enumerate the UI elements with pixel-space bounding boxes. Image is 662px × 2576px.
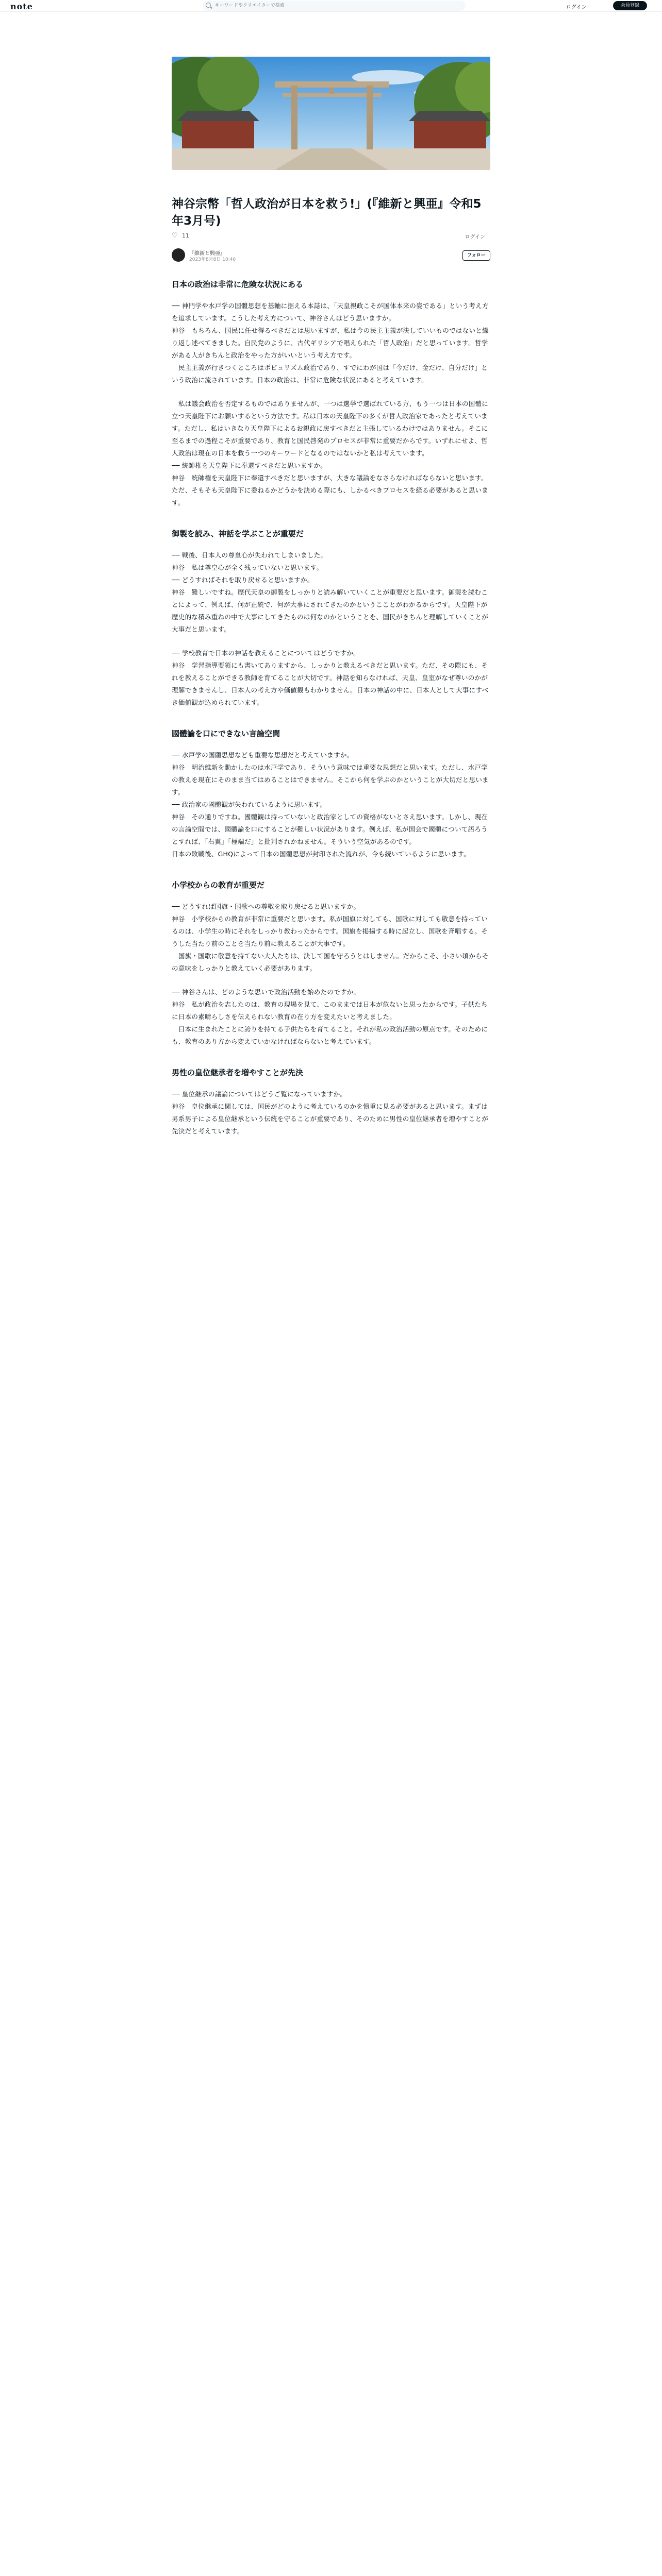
paragraph: ── 神谷さんは、どのような思いで政治活動を始めたのですか。 神谷 私が政治を志したのは、教育の現場を見て、このままでは日本が危ないと思ったからです。子供たちに日本の素晴らしさを伝えられない教育の在り方を変えたいと考えました。 日本に生まれたことに誇りを持てる子供たちを育てること。それが私の政治活動の原点です。そのためにも、教育のあり方から変えていかなければならないと考えています。 bbox=[172, 988, 488, 1045]
paragraph: 私は議会政治を否定するものではありませんが、一つは選挙で選ばれている方、もう一つは日本の国體に立つ天皇陛下にお願いするという方法です。私は日本の天皇陛下の多くが哲人政治家であったと考えています。ただし、私はいきなり天皇陛下によるお親政に戻すべきだと主張しているわけではありません。そこに至るまでの過程こそが重要であり、教育と国民啓発のプロセスが非常に重要だからです。いずれにせよ、哲人政治は現在の日本を救う一つのキーワードとなるのではないかと私は考えています。 ── 統帥権を天皇陛下に奉還すべきだと思いますか。 神谷 統帥権を天皇陛下に奉還すべきだと思いますが、大きな議論をなさらなければならないと思います。ただ、そもそも天皇陛下に委ねるかどうかを決める際にも、しかるべきプロセスを経る必要があると思います。 bbox=[172, 400, 489, 506]
section-heading: 日本の政治は非常に危険な状況にある bbox=[172, 280, 304, 289]
article-body bbox=[172, 278, 490, 1149]
follow-button[interactable]: フォロー bbox=[462, 250, 490, 261]
login-link[interactable]: ログイン bbox=[566, 5, 587, 10]
shrine-photo bbox=[172, 57, 490, 170]
author-name[interactable]: 『維新と興亜』 bbox=[189, 251, 225, 257]
article-section bbox=[172, 727, 490, 860]
author-row bbox=[172, 248, 490, 265]
heart-icon[interactable]: ♡ bbox=[172, 232, 178, 240]
like-count: 11 bbox=[182, 232, 189, 239]
avatar[interactable] bbox=[172, 248, 185, 262]
login-prompt[interactable]: ログイン bbox=[465, 234, 485, 240]
section-heading: 男性の皇位継承者を増やすことが先決 bbox=[172, 1068, 304, 1077]
article-section bbox=[172, 528, 490, 709]
section-heading: 御製を読み、神話を学ぶことが重要だ bbox=[172, 529, 304, 538]
site-header bbox=[0, 0, 662, 12]
paragraph: ── 神門学や水戸学の国體思想を基軸に据える本誌は、「天皇親政こそが国体本来の姿である」という考え方を追求しています。こうした考え方について、神谷さんはどう思いますか。 神谷 もちろん、国民に任せ得るべきだとは思いますが、私は今の民主主義が決していいものではないと繰り返し述べてきました。自民党のように、古代ギリシアで唱えられた「哲人政治」だと思っています。哲学がある人がきちんと政治をやった方がいいという考え方です。 民主主義が行きつくところはポピュリズム政治であり、すでにわが国は「今だけ、金だけ、自分だけ」という政治に流されています。日本の政治は、非常に危険な状況にあると考えています。 bbox=[172, 302, 489, 384]
publish-date: 2023年8月8日 10:40 bbox=[189, 257, 236, 262]
paragraph: ── 水戸学の国體思想なども重要な思想だと考えていますか。 神谷 明治維新を動かしたのは水戸学であり、そういう意味では重要な思想だと思います。ただし、水戸学の教えを現在にそのまま当てはめることはできません。そこから何を学ぶのかということが大切だと思います。 ── 政治家の國體観が失われているように思います。 神谷 その通りですね。國體観は持っていないと政治家としての資格がないとさえ思います。しかし、現在の言論空間では、國體論を口にすることが難しい状況があります。例えば、私が国会で國體について語ろうとすれば、「右翼」「極端だ」と批判されかねません。そういう空気があるのです。 日本の敗戦後、GHQによって日本の国體思想が封印された流れが、今も続いているように思います。 bbox=[172, 751, 489, 858]
article-section bbox=[172, 1066, 490, 1138]
signup-button[interactable]: 会員登録 bbox=[613, 1, 647, 10]
article-title: 神谷宗幣「哲人政治が日本を救う!」(『維新と興亜』令和5年3月号) bbox=[172, 197, 482, 228]
paragraph: ── 皇位継承の議論についてはどうご覧になっていますか。 神谷 皇位継承に関しては、国民がどのように考えているのかを慎重に見る必要があると思います。まずは男系男子による皇位継承という伝統を守ることが重要であり、そのために男性の皇位継承者を増やすことが先決だと考えています。 bbox=[172, 1090, 489, 1135]
paragraph: ── 戦後、日本人の尊皇心が失われてしまいました。 神谷 私は尊皇心が全く残っていないと思います。 ── どうすればそれを取り戻せると思いますか。 神谷 難しいですね。歴代天皇の御製をしっかりと読み解いていくことが重要だと思います。御製を読むことによって、例えば、何が正統で、何が大事にされてきたのかというこことがわかるからです。天皇陛下が歴史的な積み重ねの中で大事にしてきたものは何なのかということを、国民がきちんと理解していくことが大事だと思います。 bbox=[172, 551, 489, 633]
section-heading: 小学校からの教育が重要だ bbox=[172, 880, 265, 890]
paragraph: ── 学校教育で日本の神話を教えることについてはどうですか。 神谷 学習指導要領にも書いてありますから、しっかりと教えるべきだと思います。ただ、その際にも、それを教えることができる教師を育てることが大切です。神話を知らなければ、天皇、皇室がなぜ尊いのかが理解できませんし、日本人の考え方や価値観もわかりません。日本の神話の中に、日本人として大事にすべき価値観が込められています。 bbox=[172, 649, 489, 706]
article-section bbox=[172, 879, 490, 1048]
hero-image bbox=[172, 57, 490, 170]
note-logo[interactable]: note bbox=[10, 2, 33, 11]
search-icon bbox=[206, 3, 211, 8]
search-bar[interactable] bbox=[203, 1, 466, 11]
search-input[interactable] bbox=[215, 2, 457, 9]
paragraph: ── どうすれば国旗・国歌への尊敬を取り戻せると思いますか。 神谷 小学校からの教育が非常に重要だと思います。私が国旗に対しても、国歌に対しても敬意を持っているのは、小学生の時にそれをしっかり教わったからです。国旗を掲揚する時に起立し、国歌を斉唱する。そうした当たり前のことを当たり前に教えることが大事です。 国旗・国歌に敬意を持てない大人たちは、決して国を守ろうとはしません。だからこそ、小さい頃からその意味をしっかりと教えていく必要があります。 bbox=[172, 903, 489, 972]
article-section bbox=[172, 278, 490, 509]
section-heading: 國體論を口にできない言論空間 bbox=[172, 729, 280, 738]
